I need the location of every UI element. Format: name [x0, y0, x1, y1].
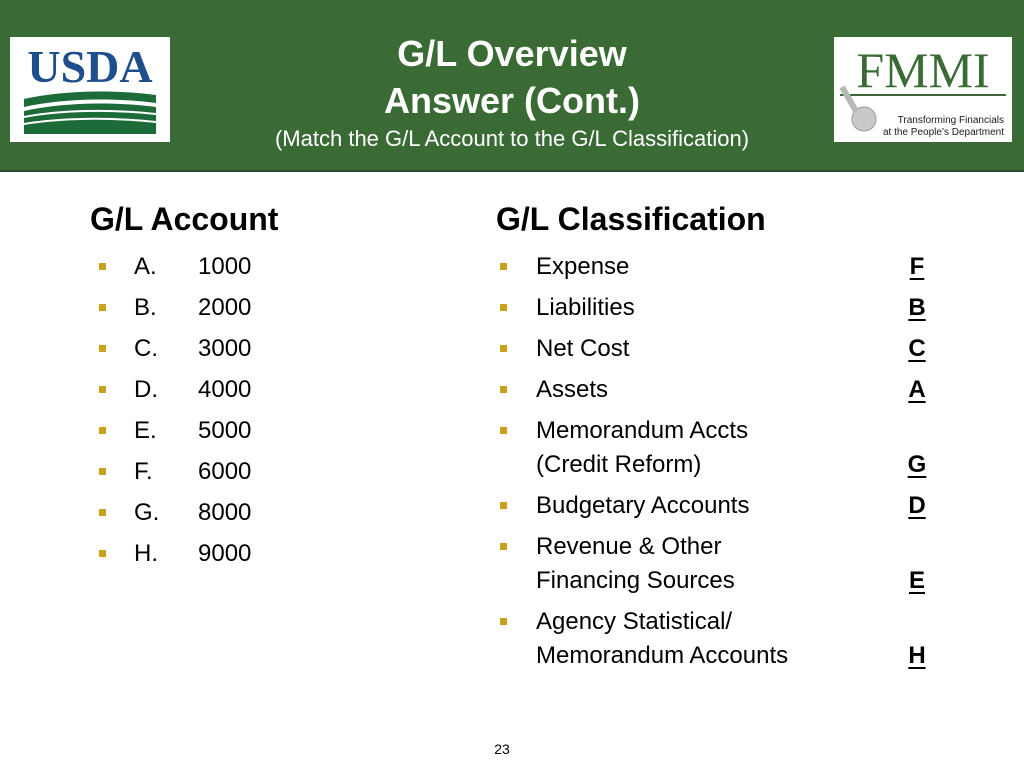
account-letter: H. [134, 540, 158, 567]
classification-label-continued: Financing Sources [536, 567, 735, 594]
bullet-icon [500, 502, 507, 509]
account-number: 8000 [198, 499, 252, 526]
bullet-icon [99, 386, 106, 393]
bullet-icon [99, 468, 106, 475]
classification-label: Agency Statistical/ [536, 608, 733, 635]
usda-logo [10, 37, 170, 142]
answer-letter: C [908, 335, 926, 362]
slide-title-continued: Answer (Cont.) [384, 80, 640, 121]
gl-classification-heading: G/L Classification [496, 201, 766, 237]
answer-letter: H [908, 642, 926, 669]
bullet-icon [500, 618, 507, 625]
bullet-icon [99, 509, 106, 516]
slide-title-block [200, 30, 824, 154]
account-number: 5000 [198, 417, 252, 444]
account-letter: B. [134, 294, 157, 321]
bullet-icon [500, 386, 507, 393]
classification-label: Budgetary Accounts [536, 492, 750, 519]
classification-label-continued: Memorandum Accounts [536, 642, 789, 669]
account-number: 1000 [198, 253, 252, 280]
account-number: 9000 [198, 540, 252, 567]
bullet-icon [99, 304, 106, 311]
answer-letter: G [907, 451, 927, 478]
bullet-icon [500, 345, 507, 352]
fmmi-tagline-line1: Transforming Financials [897, 115, 1004, 126]
bullet-icon [99, 550, 106, 557]
classification-label: Expense [536, 253, 630, 280]
bullet-icon [99, 427, 106, 434]
bullet-icon [500, 263, 507, 270]
fmmi-logo [834, 37, 1012, 142]
usda-logo-text: USDA [27, 41, 153, 92]
answer-letter: A [908, 376, 926, 403]
slide-subtitle: (Match the G/L Account to the G/L Classification) [274, 126, 750, 151]
account-letter: F. [134, 458, 153, 485]
gl-account-heading: G/L Account [90, 201, 279, 237]
answer-letter: B [908, 294, 926, 321]
fmmi-logo-text: FMMI [856, 42, 990, 98]
answer-letter: D [908, 492, 926, 519]
account-letter: C. [134, 335, 158, 362]
classification-label: Assets [536, 376, 609, 403]
bullet-icon [99, 263, 106, 270]
fmmi-logo-graphic [834, 37, 1012, 142]
bullet-icon [99, 345, 106, 352]
slide-title: G/L Overview [397, 33, 627, 74]
classification-label-continued: (Credit Reform) [536, 451, 702, 478]
bullet-icon [500, 427, 507, 434]
classification-label: Memorandum Accts [536, 417, 749, 444]
bullet-icon [500, 543, 507, 550]
answer-letter: F [909, 253, 925, 280]
answer-letter: E [908, 567, 925, 594]
fmmi-tagline-line2: at the People’s Department [882, 127, 1004, 138]
usda-logo-graphic [10, 37, 170, 142]
account-number: 3000 [198, 335, 252, 362]
account-letter: A. [134, 253, 157, 280]
classification-label: Net Cost [536, 335, 630, 362]
account-number: 4000 [198, 376, 252, 403]
classification-label: Revenue & Other [536, 533, 722, 560]
account-letter: E. [134, 417, 157, 444]
slide-header [0, 0, 1024, 172]
page-number: 23 [494, 741, 510, 757]
account-letter: D. [134, 376, 158, 403]
bullet-icon [500, 304, 507, 311]
account-number: 2000 [198, 294, 252, 321]
account-letter: G. [134, 499, 160, 526]
account-number: 6000 [198, 458, 252, 485]
classification-label: Liabilities [536, 294, 635, 321]
